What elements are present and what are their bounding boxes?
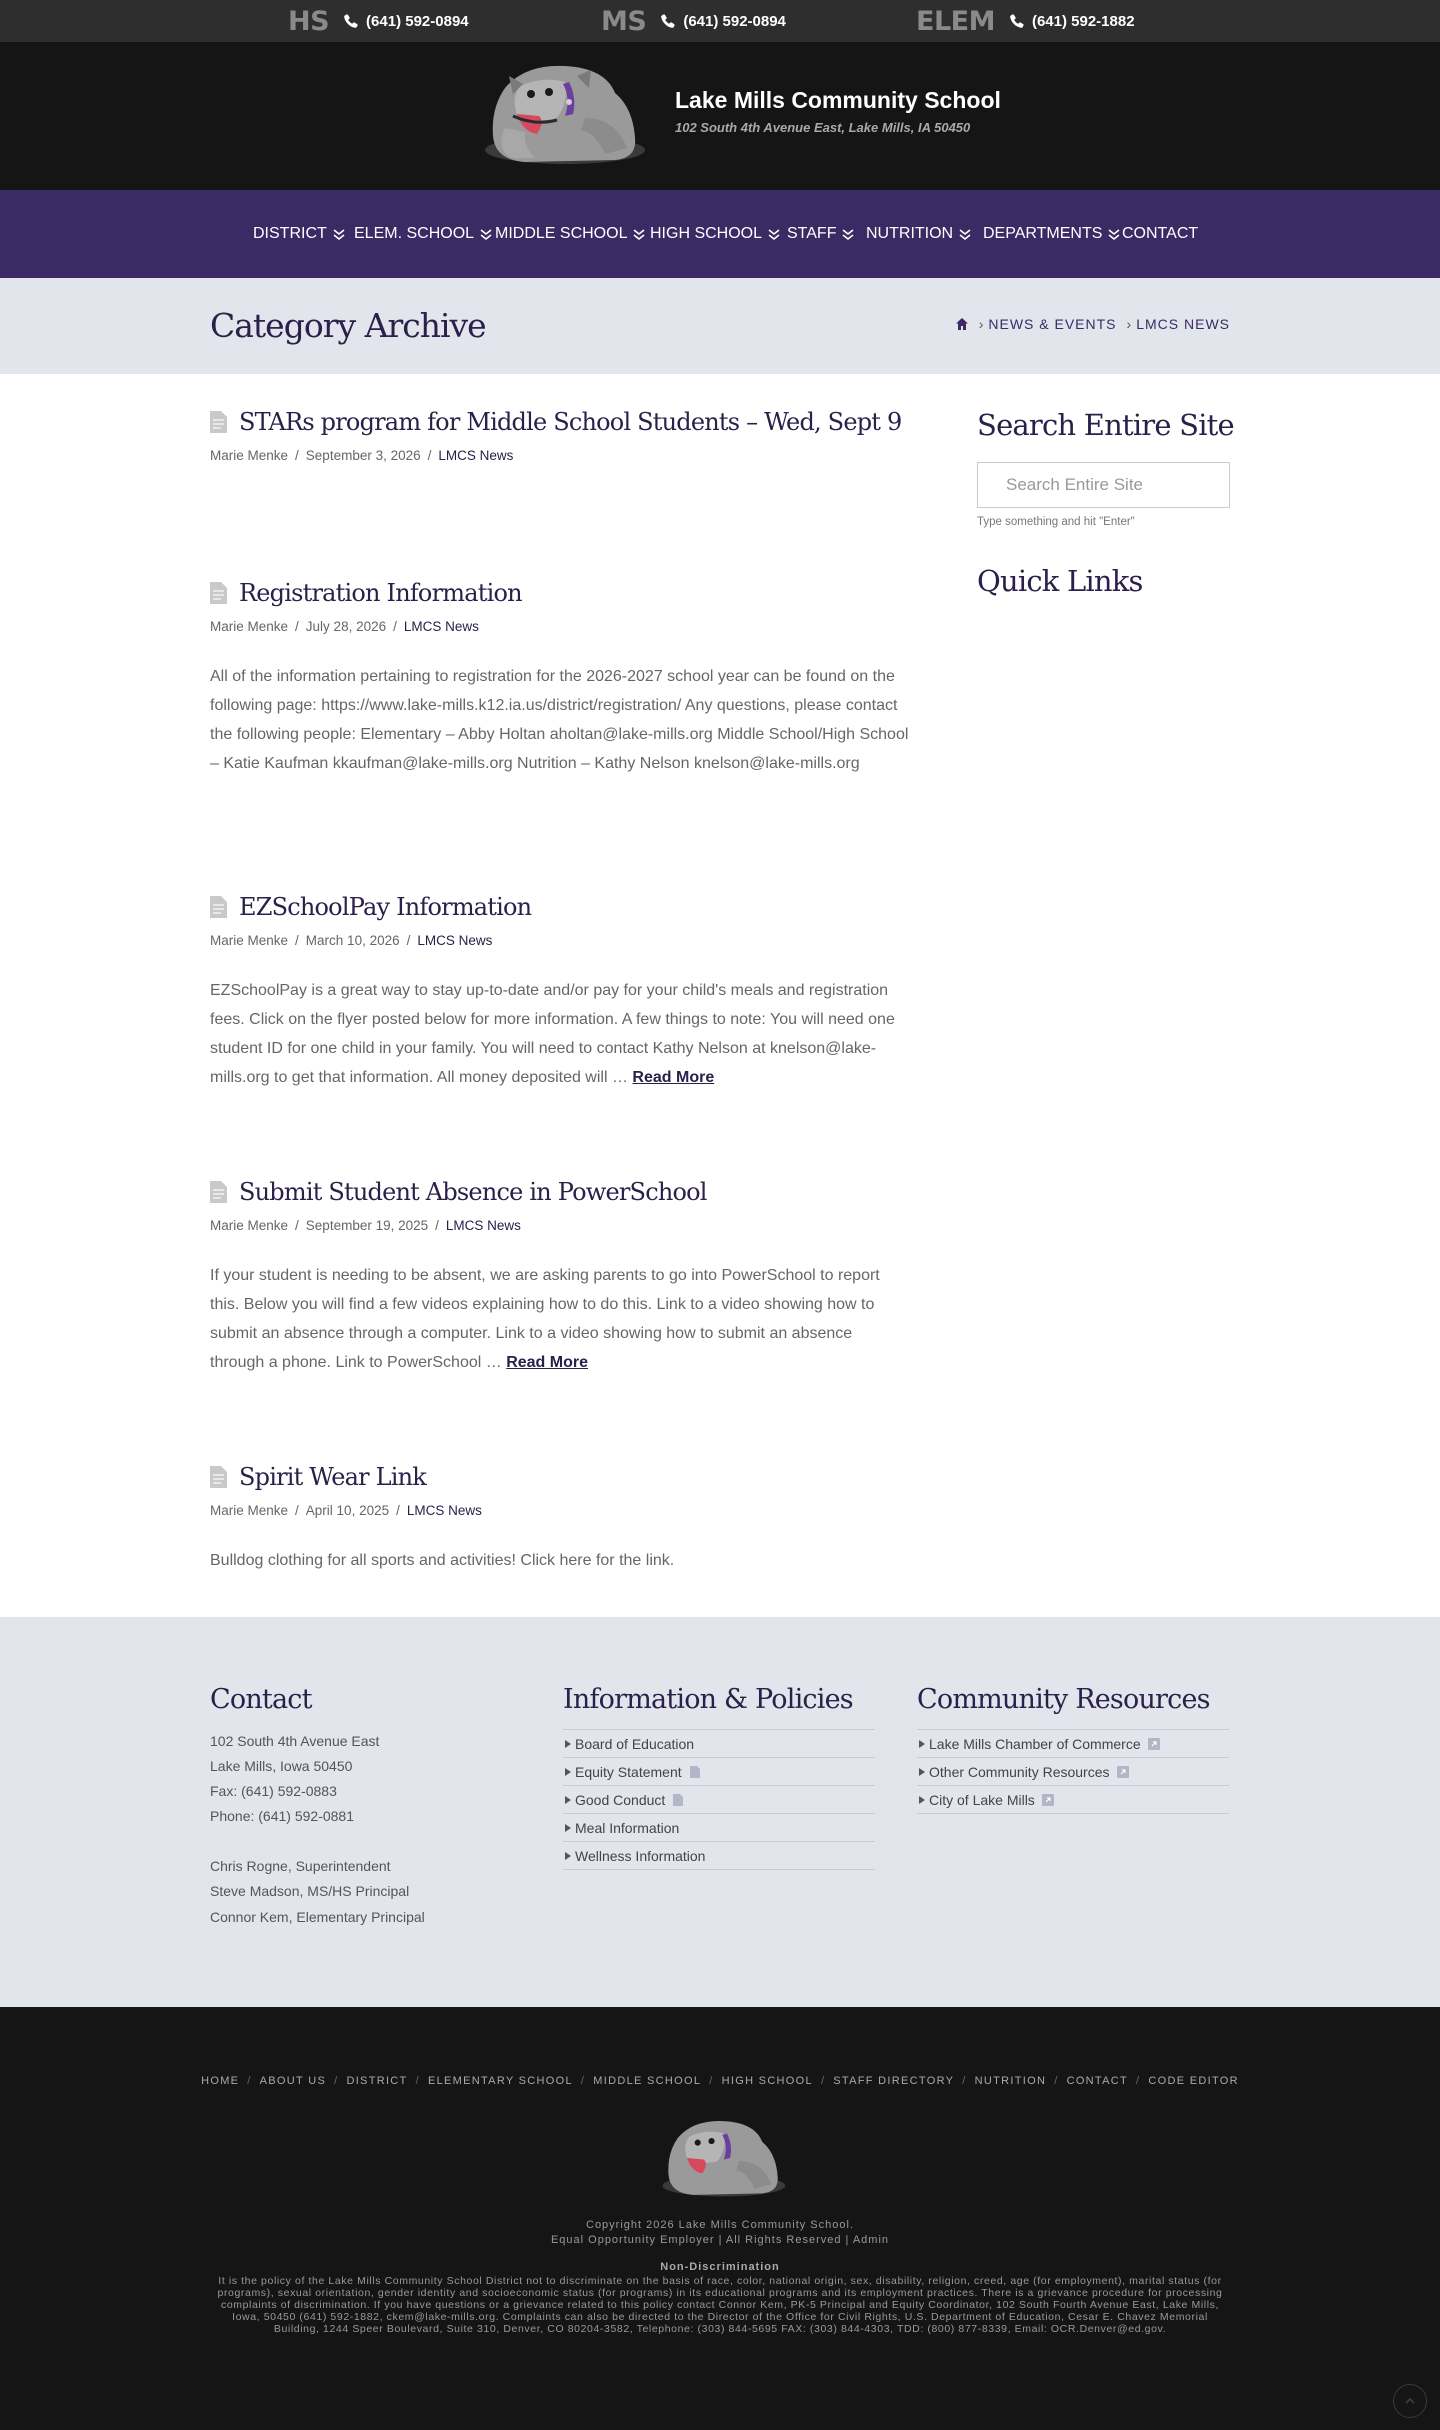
nav-district[interactable] <box>253 190 346 278</box>
list-item[interactable] <box>563 1814 875 1842</box>
post-excerpt <box>210 662 910 778</box>
post-excerpt <box>210 1261 910 1377</box>
post-meta: Marie Menke / September 19, 2025 / LMCS News <box>210 1218 521 1233</box>
post <box>210 893 910 1092</box>
nav-elem-school[interactable] <box>354 190 493 278</box>
phone-hs[interactable] <box>288 0 469 42</box>
list-item-label: Equity Statement <box>575 1763 682 1780</box>
chevron-down-icon <box>841 227 855 241</box>
document-icon <box>210 1181 227 1203</box>
phone-bar <box>0 0 1440 42</box>
policies-list <box>563 1729 875 1870</box>
post <box>210 579 910 778</box>
post-meta: Marie Menke / July 28, 2026 / LMCS News <box>210 619 479 634</box>
search-heading: Search Entire Site <box>977 408 1234 442</box>
footer-link-staff-directory[interactable]: STAFF DIRECTORY <box>833 2075 955 2087</box>
contact-heading: Contact <box>210 1684 312 1715</box>
post-excerpt-text: Bulldog clothing for all sports and activities! Click here for the link. <box>210 1552 675 1569</box>
post-category[interactable]: LMCS News <box>403 619 479 634</box>
post-title-text: STARs program for Middle School Students – Wed, Sept 9 <box>239 408 902 436</box>
post-author: Marie Menke <box>210 619 289 634</box>
back-to-top-button[interactable] <box>1393 2384 1427 2418</box>
list-item-label: Good Conduct <box>575 1791 666 1808</box>
bulldog-logo[interactable] <box>465 58 655 170</box>
phone-number: (641) 592-1882 <box>1031 12 1135 30</box>
rights-line: Equal Opportunity Employer | All Rights Reserved | Admin <box>550 2234 890 2246</box>
document-icon <box>210 582 227 604</box>
home-icon[interactable] <box>955 317 969 331</box>
site-header <box>0 42 1440 190</box>
post-title-text: Spirit Wear Link <box>239 1463 427 1491</box>
phone-code: MS <box>601 5 647 37</box>
post-excerpt-text: EZSchoolPay is a great way to stay up-to-date and/or pay for your child's meals and registration fees. Click on the flyer posted below for more information. A few things to note: You will need one student ID for one child in your family. You will need to contact Kathy Nelson at knelson@lake-mills.org to get that information. All money deposited will … <box>210 982 895 1086</box>
post-meta: Marie Menke / September 3, 2026 / LMCS News <box>210 448 514 463</box>
list-item[interactable] <box>563 1842 875 1870</box>
post-date: September 19, 2025 <box>305 1218 429 1233</box>
nav-label: CONTACT <box>1122 225 1199 242</box>
site-subtitle: 102 South 4th Avenue East, Lake Mills, IA 50450 <box>675 120 971 135</box>
site-title[interactable]: Lake Mills Community School <box>675 87 1001 113</box>
list-item-label: Wellness Information <box>575 1847 706 1864</box>
post-category[interactable]: LMCS News <box>438 448 514 463</box>
list-item[interactable] <box>917 1786 1229 1814</box>
nav-label: HIGH SCHOOL <box>650 225 763 242</box>
post-excerpt-text: If your student is needing to be absent, we are asking parents to go into PowerSchool to report this. Below you will find a few videos explaining how to do this. Link to a video showing how to submit an absence through a computer. Link to a video showing how to submit an absence through a phone. Link to PowerSchool … <box>210 1267 880 1371</box>
document-icon <box>210 411 227 433</box>
contact-phone: Phone: (641) 592-0881 <box>210 1808 354 1824</box>
footer-link-home[interactable]: HOME <box>201 2075 240 2087</box>
list-item[interactable] <box>563 1730 875 1758</box>
post-date: March 10, 2026 <box>305 933 400 948</box>
post-date: September 3, 2026 <box>305 448 421 463</box>
contact-staff: Steve Madson, MS/HS Principal <box>210 1883 410 1899</box>
list-item[interactable] <box>917 1758 1229 1786</box>
quick-links-heading: Quick Links <box>977 564 1143 598</box>
nav-label: NUTRITION <box>866 225 954 242</box>
post <box>210 408 910 463</box>
nav-label: DEPARTMENTS <box>983 225 1103 242</box>
site-footer <box>0 2007 1440 2430</box>
footer-link-nutrition[interactable]: NUTRITION <box>974 2075 1047 2087</box>
post-meta: Marie Menke / March 10, 2026 / LMCS News <box>210 933 493 948</box>
post-author: Marie Menke <box>210 933 289 948</box>
read-more-link[interactable]: Read More <box>506 1354 588 1371</box>
document-icon <box>210 896 227 918</box>
chevron-down-icon <box>479 227 493 241</box>
search-hint: Type something and hit "Enter" <box>977 516 1135 528</box>
external-link-icon <box>1148 1738 1160 1750</box>
footer-link-elementary-school[interactable]: ELEMENTARY SCHOOL <box>427 2075 573 2087</box>
footer-nav: HOME / ABOUT US / DISTRICT / ELEMENTARY SCHOOL / MIDDLE SCHOOL / HIGH SCHOOL / STAFF DIRECTORY / NUTRITION / CONTACT / CODE EDITOR <box>201 2075 1239 2087</box>
search-input[interactable] <box>977 462 1230 508</box>
list-item[interactable] <box>563 1786 875 1814</box>
triangle-right-icon <box>565 1796 571 1804</box>
page-title: Category Archive <box>210 306 486 345</box>
post-date: April 10, 2025 <box>305 1503 390 1518</box>
phone-icon <box>660 13 676 29</box>
phone-elem[interactable] <box>916 0 1135 42</box>
list-item-label: Lake Mills Chamber of Commerce <box>929 1735 1141 1752</box>
nav-high-school[interactable] <box>650 190 781 278</box>
nav-middle-school[interactable] <box>495 190 646 278</box>
footer-link-high-school[interactable]: HIGH SCHOOL <box>721 2075 813 2087</box>
triangle-right-icon <box>565 1824 571 1832</box>
list-item[interactable] <box>563 1758 875 1786</box>
footer-link-middle-school[interactable]: MIDDLE SCHOOL <box>593 2075 702 2087</box>
contact-staff: Chris Rogne, Superintendent <box>210 1858 391 1874</box>
list-item-label: City of Lake Mills <box>929 1791 1035 1808</box>
bulldog-logo <box>647 2114 793 2202</box>
post-meta: Marie Menke / April 10, 2025 / LMCS News <box>210 1503 482 1518</box>
read-more-link[interactable]: Read More <box>632 1069 715 1086</box>
external-link-icon <box>1042 1794 1054 1806</box>
contact-address-line: 102 South 4th Avenue East <box>210 1733 380 1749</box>
post <box>210 1178 910 1377</box>
chevron-down-icon <box>767 227 781 241</box>
triangle-right-icon <box>919 1740 925 1748</box>
post-title[interactable] <box>210 579 910 607</box>
post-excerpt <box>210 976 910 1092</box>
chevron-right-icon: › <box>978 316 985 332</box>
chevron-down-icon <box>1107 227 1121 241</box>
post-author: Marie Menke <box>210 1503 289 1518</box>
main-nav <box>0 190 1440 278</box>
phone-number: (641) 592-0894 <box>683 12 786 30</box>
nav-label: MIDDLE SCHOOL <box>495 225 628 242</box>
chevron-down-icon <box>958 227 972 241</box>
document-icon <box>672 1794 684 1806</box>
page-title-band <box>0 278 1440 374</box>
post <box>210 1463 910 1575</box>
nav-departments[interactable] <box>983 190 1121 278</box>
triangle-right-icon <box>565 1768 571 1776</box>
triangle-right-icon <box>919 1796 925 1804</box>
external-link-icon <box>1117 1766 1129 1778</box>
list-item[interactable] <box>917 1730 1229 1758</box>
chevron-down-icon <box>332 227 346 241</box>
list-item-label: Other Community Resources <box>929 1763 1110 1780</box>
triangle-right-icon <box>565 1740 571 1748</box>
post-excerpt-text: All of the information pertaining to registration for the 2026-2027 school year can be found on the following page: https://www.lake-mills.k12.ia.us/district/registration/ Any questions, please contact the following people: Elementary – Abby Holtan aholtan@lake-mills.org Middle School/High School – Katie Kaufman kkaufman@lake-mills.org Nutrition – Kathy Nelson knelson@lake-mills.org <box>210 668 909 772</box>
post-title-text: Submit Student Absence in PowerSchool <box>239 1178 707 1206</box>
triangle-right-icon <box>919 1768 925 1776</box>
phone-code: ELEM <box>916 5 995 37</box>
nav-staff[interactable] <box>787 190 855 278</box>
triangle-right-icon <box>565 1852 571 1860</box>
nav-nutrition[interactable] <box>866 190 972 278</box>
nav-label: DISTRICT <box>253 225 327 242</box>
post-author: Marie Menke <box>210 1218 289 1233</box>
non-discrimination-text: It is the policy of the Lake Mills Community School District not to discriminate on the basis of race, color, national origin, sex, disability, religion, creed, age (for employment), marital status (for programs), sexual orientation, gender identity and socioeconomic status (for programs) in its educational programs and its employment practices. There is a grievance procedure for processing complaints of discrimination. If you have questions or a grievance related to this policy contact Connor Kem, PK-5 Principal and Equity Coordinator, 102 South Fourth Avenue East, Lake Mills, Iowa, 50450 (641) 592-1882, ckem@lake-mills.org. Complaints can also be directed to the Director of the Office for Civil Rights, U.S. Department of Education, Cesar E. Chavez Memorial Building, 1244 Speer Boulevard, Suite 310, Denver, CO 80204-3582, Telephone: (303) 844-5695 FAX: (303) 844-4303, TDD: (800) 877-8339, Email: OCR.Denver@ed.gov. <box>217 2275 1223 2335</box>
policies-heading: Information & Policies <box>563 1684 853 1715</box>
document-icon <box>210 1466 227 1488</box>
post-title-text: EZSchoolPay Information <box>239 893 532 921</box>
phone-icon <box>343 13 359 29</box>
contact-fax: Fax: (641) 592-0883 <box>210 1783 337 1799</box>
post-title[interactable] <box>210 408 910 436</box>
nav-label: STAFF <box>787 225 837 242</box>
chevron-right-icon: › <box>1126 316 1133 332</box>
chevron-up-icon <box>1404 2395 1416 2407</box>
nav-label: ELEM. SCHOOL <box>354 225 475 242</box>
post-title[interactable] <box>210 1178 910 1206</box>
footer-link-about-us[interactable]: ABOUT US <box>259 2075 327 2087</box>
list-item-label: Meal Information <box>575 1819 680 1836</box>
list-item-label: Board of Education <box>575 1735 695 1752</box>
footer-link-district[interactable]: DISTRICT <box>346 2075 408 2087</box>
phone-icon <box>1009 13 1025 29</box>
community-heading: Community Resources <box>917 1684 1210 1715</box>
copyright: Copyright 2026 Lake Mills Community School. <box>586 2219 854 2231</box>
post-category[interactable]: LMCS News <box>445 1218 521 1233</box>
breadcrumb-news-events[interactable]: NEWS & EVENTS <box>988 316 1117 332</box>
footer-widgets <box>0 1617 1440 2007</box>
community-list <box>917 1729 1229 1814</box>
post-excerpt <box>210 1546 910 1575</box>
phone-ms[interactable] <box>601 0 786 42</box>
phone-number: (641) 592-0894 <box>366 12 469 30</box>
footer-link-code-editor[interactable]: CODE EDITOR <box>1148 2075 1239 2087</box>
footer-link-contact[interactable]: CONTACT <box>1066 2075 1129 2087</box>
post-author: Marie Menke <box>210 448 289 463</box>
document-icon <box>689 1766 701 1778</box>
non-discrimination-title: Non-Discrimination <box>660 2261 780 2273</box>
post-category[interactable]: LMCS News <box>417 933 493 948</box>
breadcrumb-lmcs-news[interactable]: LMCS NEWS <box>1136 316 1230 332</box>
phone-code: HS <box>288 5 330 37</box>
contact-address-line: Lake Mills, Iowa 50450 <box>210 1758 353 1774</box>
post-date: July 28, 2026 <box>305 619 387 634</box>
contact-staff: Connor Kem, Elementary Principal <box>210 1909 425 1925</box>
chevron-down-icon <box>632 227 646 241</box>
post-title-text: Registration Information <box>239 579 522 607</box>
post-title[interactable] <box>210 1463 910 1491</box>
post-category[interactable]: LMCS News <box>406 1503 482 1518</box>
nav-contact[interactable] <box>1122 190 1198 278</box>
breadcrumb <box>955 316 1230 332</box>
post-title[interactable] <box>210 893 910 921</box>
